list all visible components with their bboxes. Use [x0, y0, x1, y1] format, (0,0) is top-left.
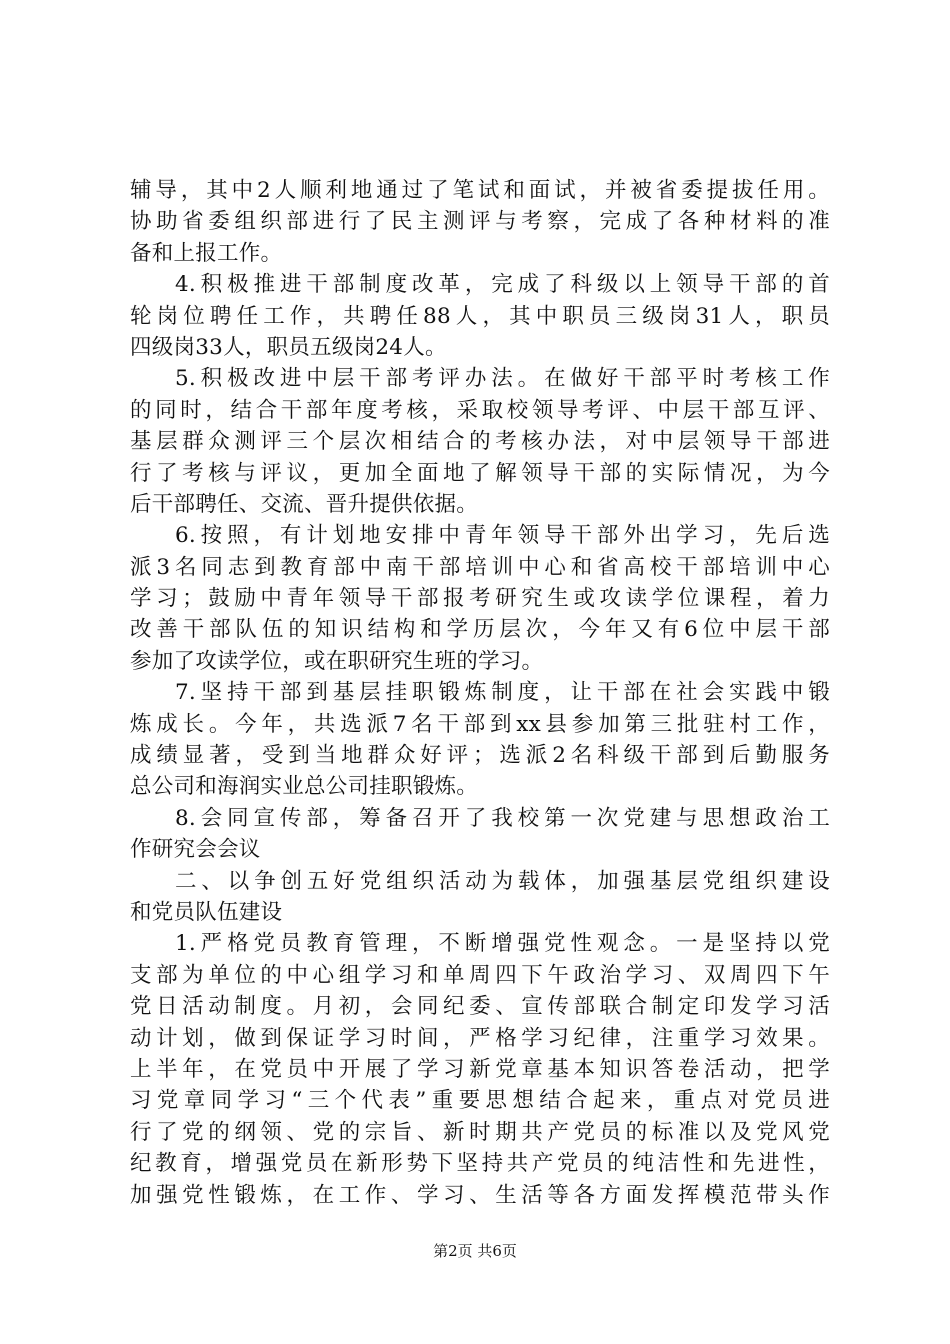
text-line: 后干部聘任、交流、晋升提供依据。	[130, 491, 479, 517]
text-line: 改善干部队伍的知识结构和学历层次，今年又有6位中层干部	[130, 617, 830, 643]
text-line: 学习；鼓励中青年领导干部报考研究生或攻读学位课程，着力	[130, 586, 830, 612]
text-line: 行了考核与评议，更加全面地了解领导干部的实际情况，为今	[130, 460, 830, 486]
section-heading: 二、以争创五好党组织活动为载体，加强基层党组织建设	[175, 868, 830, 894]
text-line: 4.积极推进干部制度改革，完成了科级以上领导干部的首	[175, 272, 830, 298]
text-line: 协助省委组织部进行了民主测评与考察，完成了各种材料的准	[130, 209, 830, 235]
text-line: 总公司和海润实业总公司挂职锻炼。	[130, 774, 479, 800]
text-line: 动计划，做到保证学习时间，严格学习纪律，注重学习效果。	[130, 1025, 830, 1051]
text-line: 辅导，其中2人顺利地通过了笔试和面试，并被省委提拔任用。	[130, 178, 830, 203]
text-line: 基层群众测评三个层次相结合的考核办法，对中层领导干部进	[130, 429, 830, 455]
text-line: 派3名同志到教育部中南干部培训中心和省高校干部培训中心	[130, 554, 830, 580]
text-line: 6.按照，有计划地安排中青年领导干部外出学习，先后选	[175, 523, 830, 549]
text-line: 作研究会会议	[130, 837, 261, 863]
text-line: 备和上报工作。	[130, 240, 283, 266]
page-number: 第2页 共6页	[433, 1242, 517, 1260]
text-line: 加强党性锻炼，在工作、学习、生活等各方面发挥模范带头作	[130, 1182, 830, 1208]
text-line: 炼成长。今年，共选派7名干部到xx县参加第三批驻村工作，	[130, 711, 830, 737]
text-line: 的同时，结合干部年度考核，采取校领导考评、中层干部互评、	[130, 397, 830, 423]
text-line: 支部为单位的中心组学习和单周四下午政治学习、双周四下午	[130, 962, 830, 988]
text-line: 纪教育，增强党员在新形势下坚持共产党员的纯洁性和先进性，	[130, 1151, 830, 1177]
text-line: 7.坚持干部到基层挂职锻炼制度，让干部在社会实践中锻	[175, 680, 830, 706]
section-heading: 和党员队伍建设	[130, 899, 283, 925]
text-line: 8.会同宣传部，筹备召开了我校第一次党建与思想政治工	[175, 805, 830, 831]
text-line: 行了党的纲领、党的宗旨、新时期共产党员的标准以及党风党	[130, 1119, 830, 1145]
text-line: 党日活动制度。月初，会同纪委、宣传部联合制定印发学习活	[130, 994, 830, 1020]
text-line: 四级岗33人，职员五级岗24人。	[130, 334, 447, 360]
text-line: 习党章同学习“三个代表”重要思想结合起来，重点对党员进	[130, 1088, 830, 1114]
text-line: 上半年，在党员中开展了学习新党章基本知识答卷活动，把学	[130, 1056, 830, 1082]
text-line: 1.严格党员教育管理，不断增强党性观念。一是坚持以党	[175, 931, 830, 957]
text-line: 参加了攻读学位，或在职研究生班的学习。	[130, 648, 544, 674]
page-footer	[0, 1241, 950, 1261]
text-line: 轮岗位聘任工作，共聘任88人，其中职员三级岗31人，职员	[130, 303, 830, 329]
text-line: 成绩显著，受到当地群众好评；选派2名科级干部到后勤服务	[130, 743, 830, 769]
document-body	[130, 175, 830, 1211]
text-line: 5.积极改进中层干部考评办法。在做好干部平时考核工作	[175, 366, 830, 392]
